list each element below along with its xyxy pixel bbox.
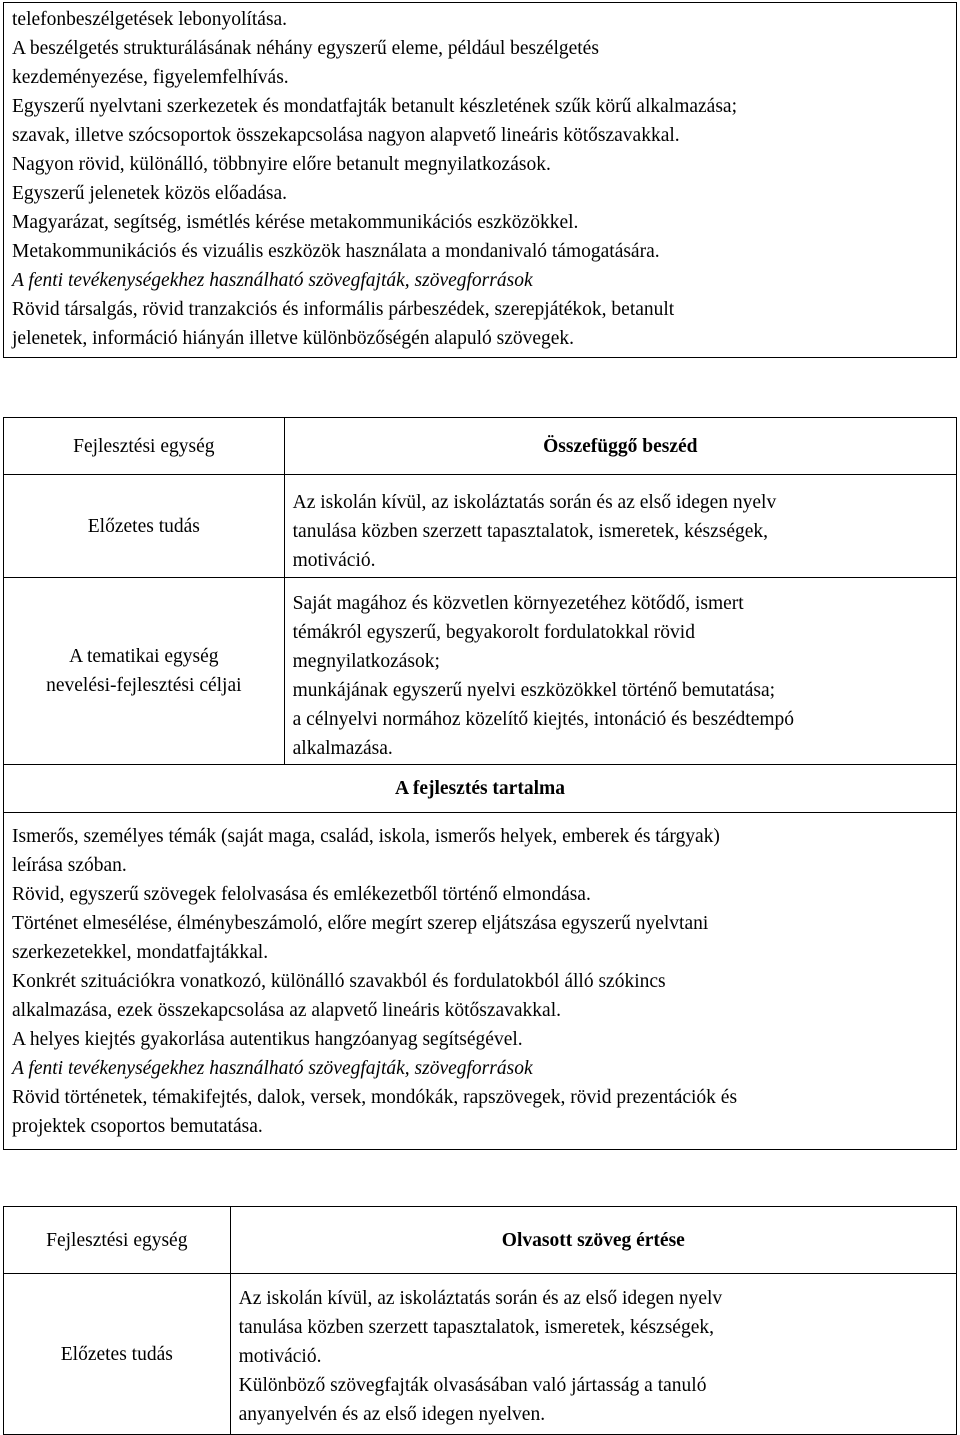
goals-line: megnyilatkozások; (292, 651, 440, 672)
top-line: A beszélgetés strukturálásának néhány egyszerű eleme, például beszélgetés (12, 38, 599, 59)
unit-label-cell (4, 418, 285, 475)
unit-title: Olvasott szöveg értése (501, 1229, 685, 1251)
content-cell (4, 813, 957, 1150)
top-line: Magyarázat, segítség, ismétlés kérése metakommunikációs eszközökkel. (12, 212, 579, 233)
top-content-box (3, 2, 957, 358)
content-line: Rövid, egyszerű szövegek felolvasása és emlékezetből történő elmondása. (12, 884, 591, 905)
unit-label: Fejlesztési egység (73, 435, 215, 457)
content-line: leírása szóban. (12, 855, 127, 876)
text-types-line: jelenetek, információ hiányán illetve különbözőségén alapuló szövegek. (12, 328, 575, 349)
goals-cell (284, 578, 956, 765)
unit-label-cell (4, 1207, 231, 1274)
content-heading: A fejlesztés tartalma (394, 778, 565, 799)
prior-knowledge-line: Különböző szövegfajták olvasásában való jártasság a tanuló (238, 1375, 707, 1396)
prior-knowledge-line: Az iskolán kívül, az iskoláztatás során és az első idegen nyelv (292, 492, 777, 513)
text-types-line: Rövid társalgás, rövid tranzakciós és informális párbeszédek, szerepjátékok, betanult (12, 299, 675, 320)
top-content-cell (4, 3, 957, 358)
prior-knowledge-line: tanulása közben szerzett tapasztalatok, ismeretek, készségek, (292, 521, 769, 542)
prior-knowledge-cell (230, 1274, 956, 1435)
prior-knowledge-cell (284, 475, 956, 578)
top-line: kezdeményezése, figyelemfelhívás. (12, 67, 289, 88)
prior-knowledge-label-cell (4, 1274, 231, 1435)
prior-knowledge-line: tanulása közben szerzett tapasztalatok, ismeretek, készségek, (238, 1317, 714, 1338)
prior-knowledge-label: Előzetes tudás (60, 1343, 173, 1365)
prior-knowledge-label: Előzetes tudás (87, 515, 200, 537)
goals-label: A tematikai egység (69, 646, 219, 667)
content-line: A helyes kiejtés gyakorlása autentikus hangzóanyag segítségével. (12, 1029, 523, 1050)
goals-line: Saját magához és közvetlen környezetéhez kötődő, ismert (292, 593, 744, 614)
top-line: szavak, illetve szócsoportok összekapcsolása nagyon alapvető lineáris kötőszavakkal. (12, 125, 680, 146)
content-line: szerkezetekkel, mondatfajtákkal. (12, 942, 269, 963)
unit-label: Fejlesztési egység (46, 1229, 188, 1251)
goals-line: munkájának egyszerű nyelvi eszközökkel történő bemutatása; (292, 680, 776, 701)
content-line: Konkrét szituációkra vonatkozó, különálló szavakból és fordulatokból álló szókincs (12, 971, 666, 992)
goals-label-cell (4, 578, 285, 765)
prior-knowledge-line: motiváció. (292, 550, 376, 571)
unit-title: Összefüggő beszéd (543, 435, 698, 457)
goals-line: alkalmazása. (292, 738, 393, 759)
text-types-line: projektek csoportos bemutatása. (12, 1116, 263, 1137)
top-line: Egyszerű jelenetek közös előadása. (12, 183, 288, 204)
top-line: Nagyon rövid, különálló, többnyire előre betanult megnyilatkozások. (12, 154, 551, 175)
unit-title-cell (230, 1207, 956, 1274)
prior-knowledge-line: Az iskolán kívül, az iskoláztatás során és az első idegen nyelv (238, 1288, 723, 1309)
prior-knowledge-label-cell (4, 475, 285, 578)
unit-table-reading (3, 1206, 957, 1435)
text-types-line: Rövid történetek, témakifejtés, dalok, versek, mondókák, rapszövegek, rövid prezentációk és (12, 1087, 738, 1108)
top-line: telefonbeszélgetések lebonyolítása. (12, 9, 288, 30)
goals-line: témákról egyszerű, begyakorolt fordulatokkal rövid (292, 622, 695, 643)
goals-line: a célnyelvi normához közelítő kiejtés, intonáció és beszédtempó (292, 709, 795, 730)
prior-knowledge-line: motiváció. (238, 1346, 322, 1367)
content-heading-cell (4, 765, 957, 813)
text-types-heading: A fenti tevékenységekhez használható szövegfajták, szövegforrások (12, 270, 533, 291)
prior-knowledge-line: anyanyelvén és az első idegen nyelven. (238, 1404, 546, 1425)
unit-table-speaking (3, 417, 957, 1150)
content-line: Ismerős, személyes témák (saját maga, család, iskola, ismerős helyek, emberek és tárgyak) (12, 826, 720, 847)
content-line: Történet elmesélése, élménybeszámoló, előre megírt szerep eljátszása egyszerű nyelvtani (12, 913, 709, 934)
top-line: Egyszerű nyelvtani szerkezetek és mondatfajták betanult készletének szűk körű alkalmazása; (12, 96, 737, 117)
content-line: alkalmazása, ezek összekapcsolása az alapvető lineáris kötőszavakkal. (12, 1000, 561, 1021)
text-types-heading: A fenti tevékenységekhez használható szövegfajták, szövegforrások (12, 1058, 533, 1079)
top-line: Metakommunikációs és vizuális eszközök használata a mondanivaló támogatására. (12, 241, 660, 262)
goals-label: nevelési-fejlesztési céljai (46, 675, 242, 696)
unit-title-cell (284, 418, 956, 475)
